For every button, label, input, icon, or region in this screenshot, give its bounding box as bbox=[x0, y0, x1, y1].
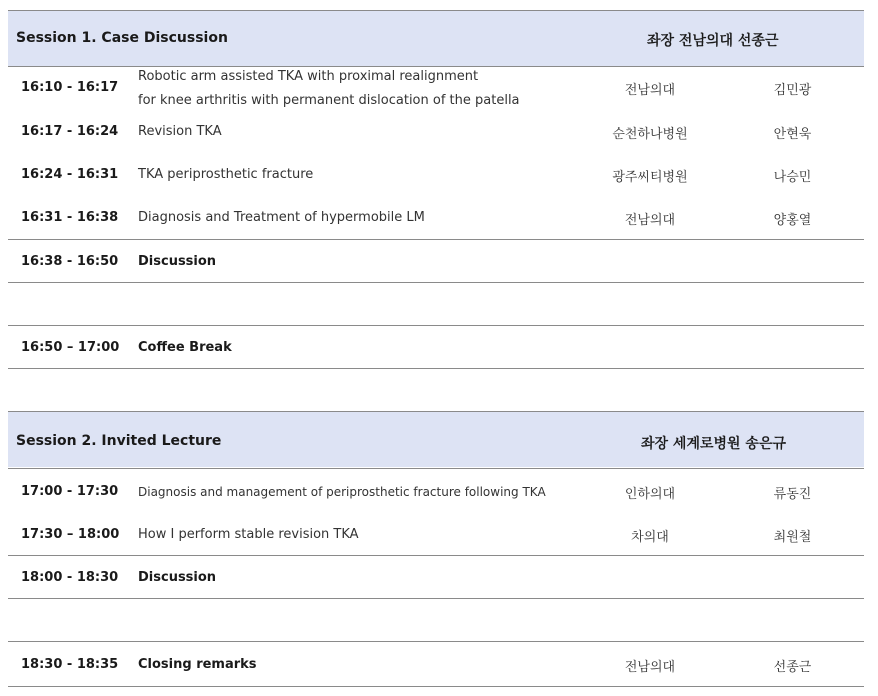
divider bbox=[8, 468, 864, 469]
row-title: Discussion bbox=[138, 254, 217, 269]
row-time: 17:00 - 17:30 bbox=[21, 484, 119, 499]
session1-header bbox=[8, 11, 864, 66]
divider bbox=[8, 239, 864, 240]
divider bbox=[8, 686, 864, 687]
row-title: Coffee Break bbox=[138, 340, 232, 355]
row-title: Diagnosis and management of periprosthetic fracture following TKA bbox=[138, 485, 546, 499]
row-affiliation: 전남의대 bbox=[624, 83, 676, 98]
row-title-line1: Robotic arm assisted TKA with proximal realignment bbox=[138, 69, 479, 84]
divider bbox=[8, 641, 864, 642]
divider bbox=[8, 66, 864, 67]
row-time: 16:50 – 17:00 bbox=[21, 340, 120, 355]
row-title-line2: for knee arthritis with permanent dislocation of the patella bbox=[138, 93, 520, 108]
row-time: 16:17 - 16:24 bbox=[21, 124, 119, 139]
session1-chair: 좌장 전남의대 선종근 bbox=[647, 33, 779, 49]
row-time: 16:24 - 16:31 bbox=[21, 167, 119, 182]
row-time: 18:30 - 18:35 bbox=[21, 657, 119, 672]
session1-title: Session 1. Case Discussion bbox=[16, 30, 228, 46]
row-affiliation: 차의대 bbox=[631, 530, 669, 545]
row-affiliation: 전남의대 bbox=[624, 213, 676, 228]
row-time: 16:38 - 16:50 bbox=[21, 254, 119, 269]
row-title: Discussion bbox=[138, 570, 217, 585]
row-title: Closing remarks bbox=[138, 657, 257, 672]
row-affiliation: 인하의대 bbox=[624, 487, 676, 502]
session2-chair: 좌장 세계로병원 송은규 bbox=[641, 436, 786, 452]
divider bbox=[8, 325, 864, 326]
session2-header bbox=[8, 412, 864, 467]
row-title: Diagnosis and Treatment of hypermobile LM bbox=[138, 210, 425, 225]
row-speaker: 선종근 bbox=[773, 660, 812, 675]
row-affiliation: 광주씨티병원 bbox=[612, 170, 688, 185]
divider bbox=[8, 282, 864, 283]
session2-title: Session 2. Invited Lecture bbox=[16, 433, 222, 449]
row-time: 16:10 - 16:17 bbox=[21, 80, 119, 95]
row-speaker: 류동진 bbox=[773, 487, 812, 502]
row-affiliation: 순천하나병원 bbox=[612, 127, 688, 142]
row-time: 17:30 – 18:00 bbox=[21, 527, 120, 542]
divider bbox=[8, 368, 864, 369]
divider bbox=[8, 598, 864, 599]
row-speaker: 최원철 bbox=[773, 530, 812, 545]
row-title: Revision TKA bbox=[138, 124, 222, 139]
row-affiliation: 전남의대 bbox=[624, 660, 676, 675]
row-speaker: 나승민 bbox=[773, 170, 812, 185]
row-title: How I perform stable revision TKA bbox=[138, 527, 359, 542]
divider bbox=[8, 555, 864, 556]
row-time: 16:31 - 16:38 bbox=[21, 210, 119, 225]
row-title: TKA periprosthetic fracture bbox=[138, 167, 314, 182]
row-speaker: 양홍열 bbox=[773, 213, 812, 228]
row-time: 18:00 - 18:30 bbox=[21, 570, 119, 585]
row-speaker: 안현욱 bbox=[773, 127, 812, 142]
row-speaker: 김민광 bbox=[773, 83, 812, 98]
